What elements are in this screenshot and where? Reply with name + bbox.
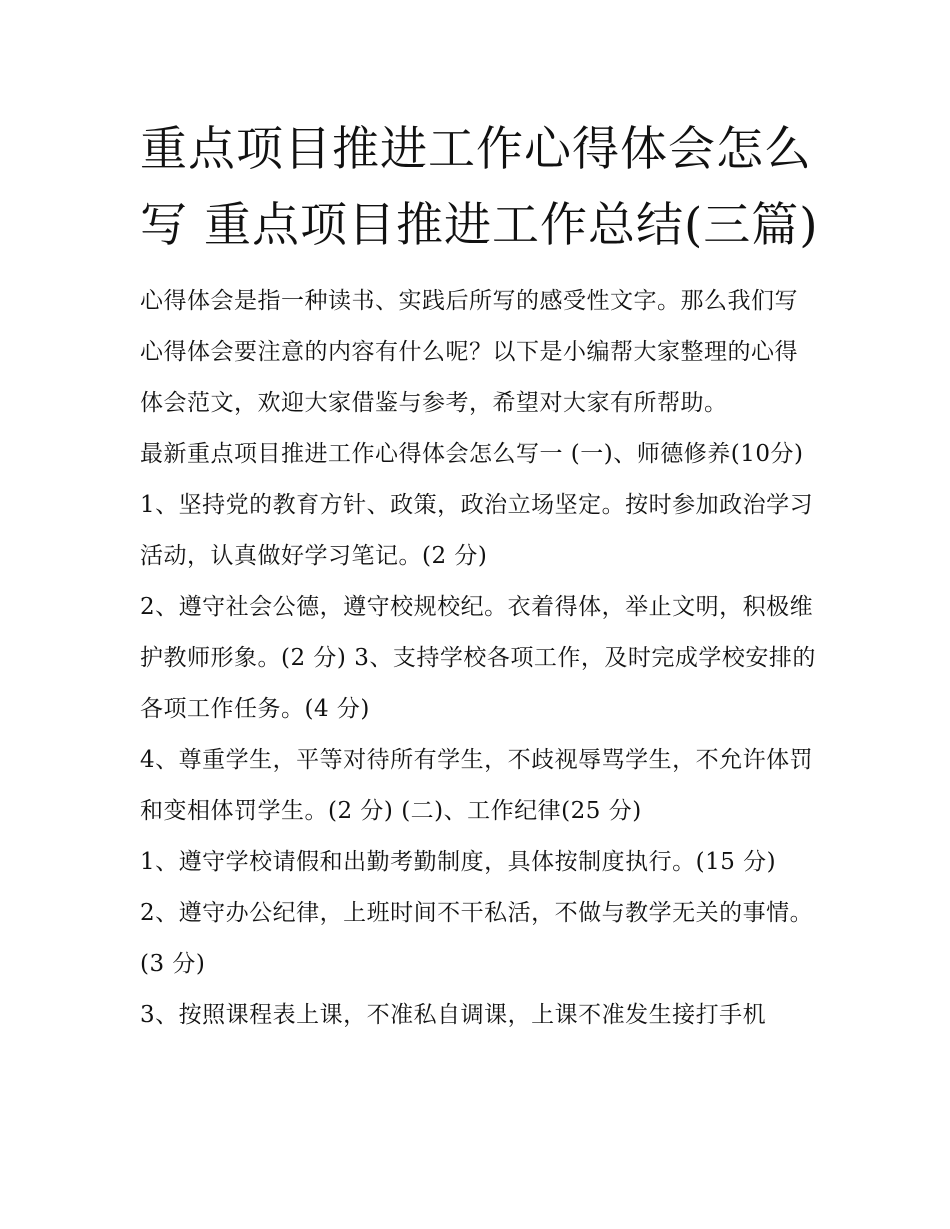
paragraph-item-2-3: 2、遵守社会公德，遵守校规校纪。衣着得体，举止文明，积极维护教师形象。(2 分) 3、支持学校各项工作，及时完成学校安排的各项工作任务。(4 分) (140, 594, 816, 722)
document-title: 重点项目推进工作心得体会怎么写 重点项目推进工作总结(三篇) (140, 122, 819, 253)
document-body (140, 276, 820, 1041)
paragraph-discipline-2: 2、遵守办公纪律，上班时间不干私活，不做与教学无关的事情。(3 分) (140, 900, 814, 977)
document-page (140, 112, 820, 1041)
paragraph-discipline-1: 1、遵守学校请假和出勤考勤制度，具体按制度执行。(15 分) (140, 849, 777, 875)
paragraph-item-4: 4、尊重学生，平等对待所有学生，不歧视辱骂学生，不允许体罚和变相体罚学生。(2 分) (二)、工作纪律(25 分) (140, 747, 814, 824)
paragraph-section-1: 最新重点项目推进工作心得体会怎么写一 (一)、师德修养(10分) 1、坚持党的教育方针、政策，政治立场坚定。按时参加政治学习活动，认真做好学习笔记。(2 分) (140, 441, 814, 569)
paragraph-discipline-3: 3、按照课程表上课，不准私自调课，上课不准发生接打手机 (140, 1002, 767, 1028)
paragraph-intro: 心得体会是指一种读书、实践后所写的感受性文字。那么我们写心得体会要注意的内容有什么呢？以下是小编帮大家整理的心得体会范文，欢迎大家借鉴与参考，希望对大家有所帮助。 (140, 288, 798, 416)
